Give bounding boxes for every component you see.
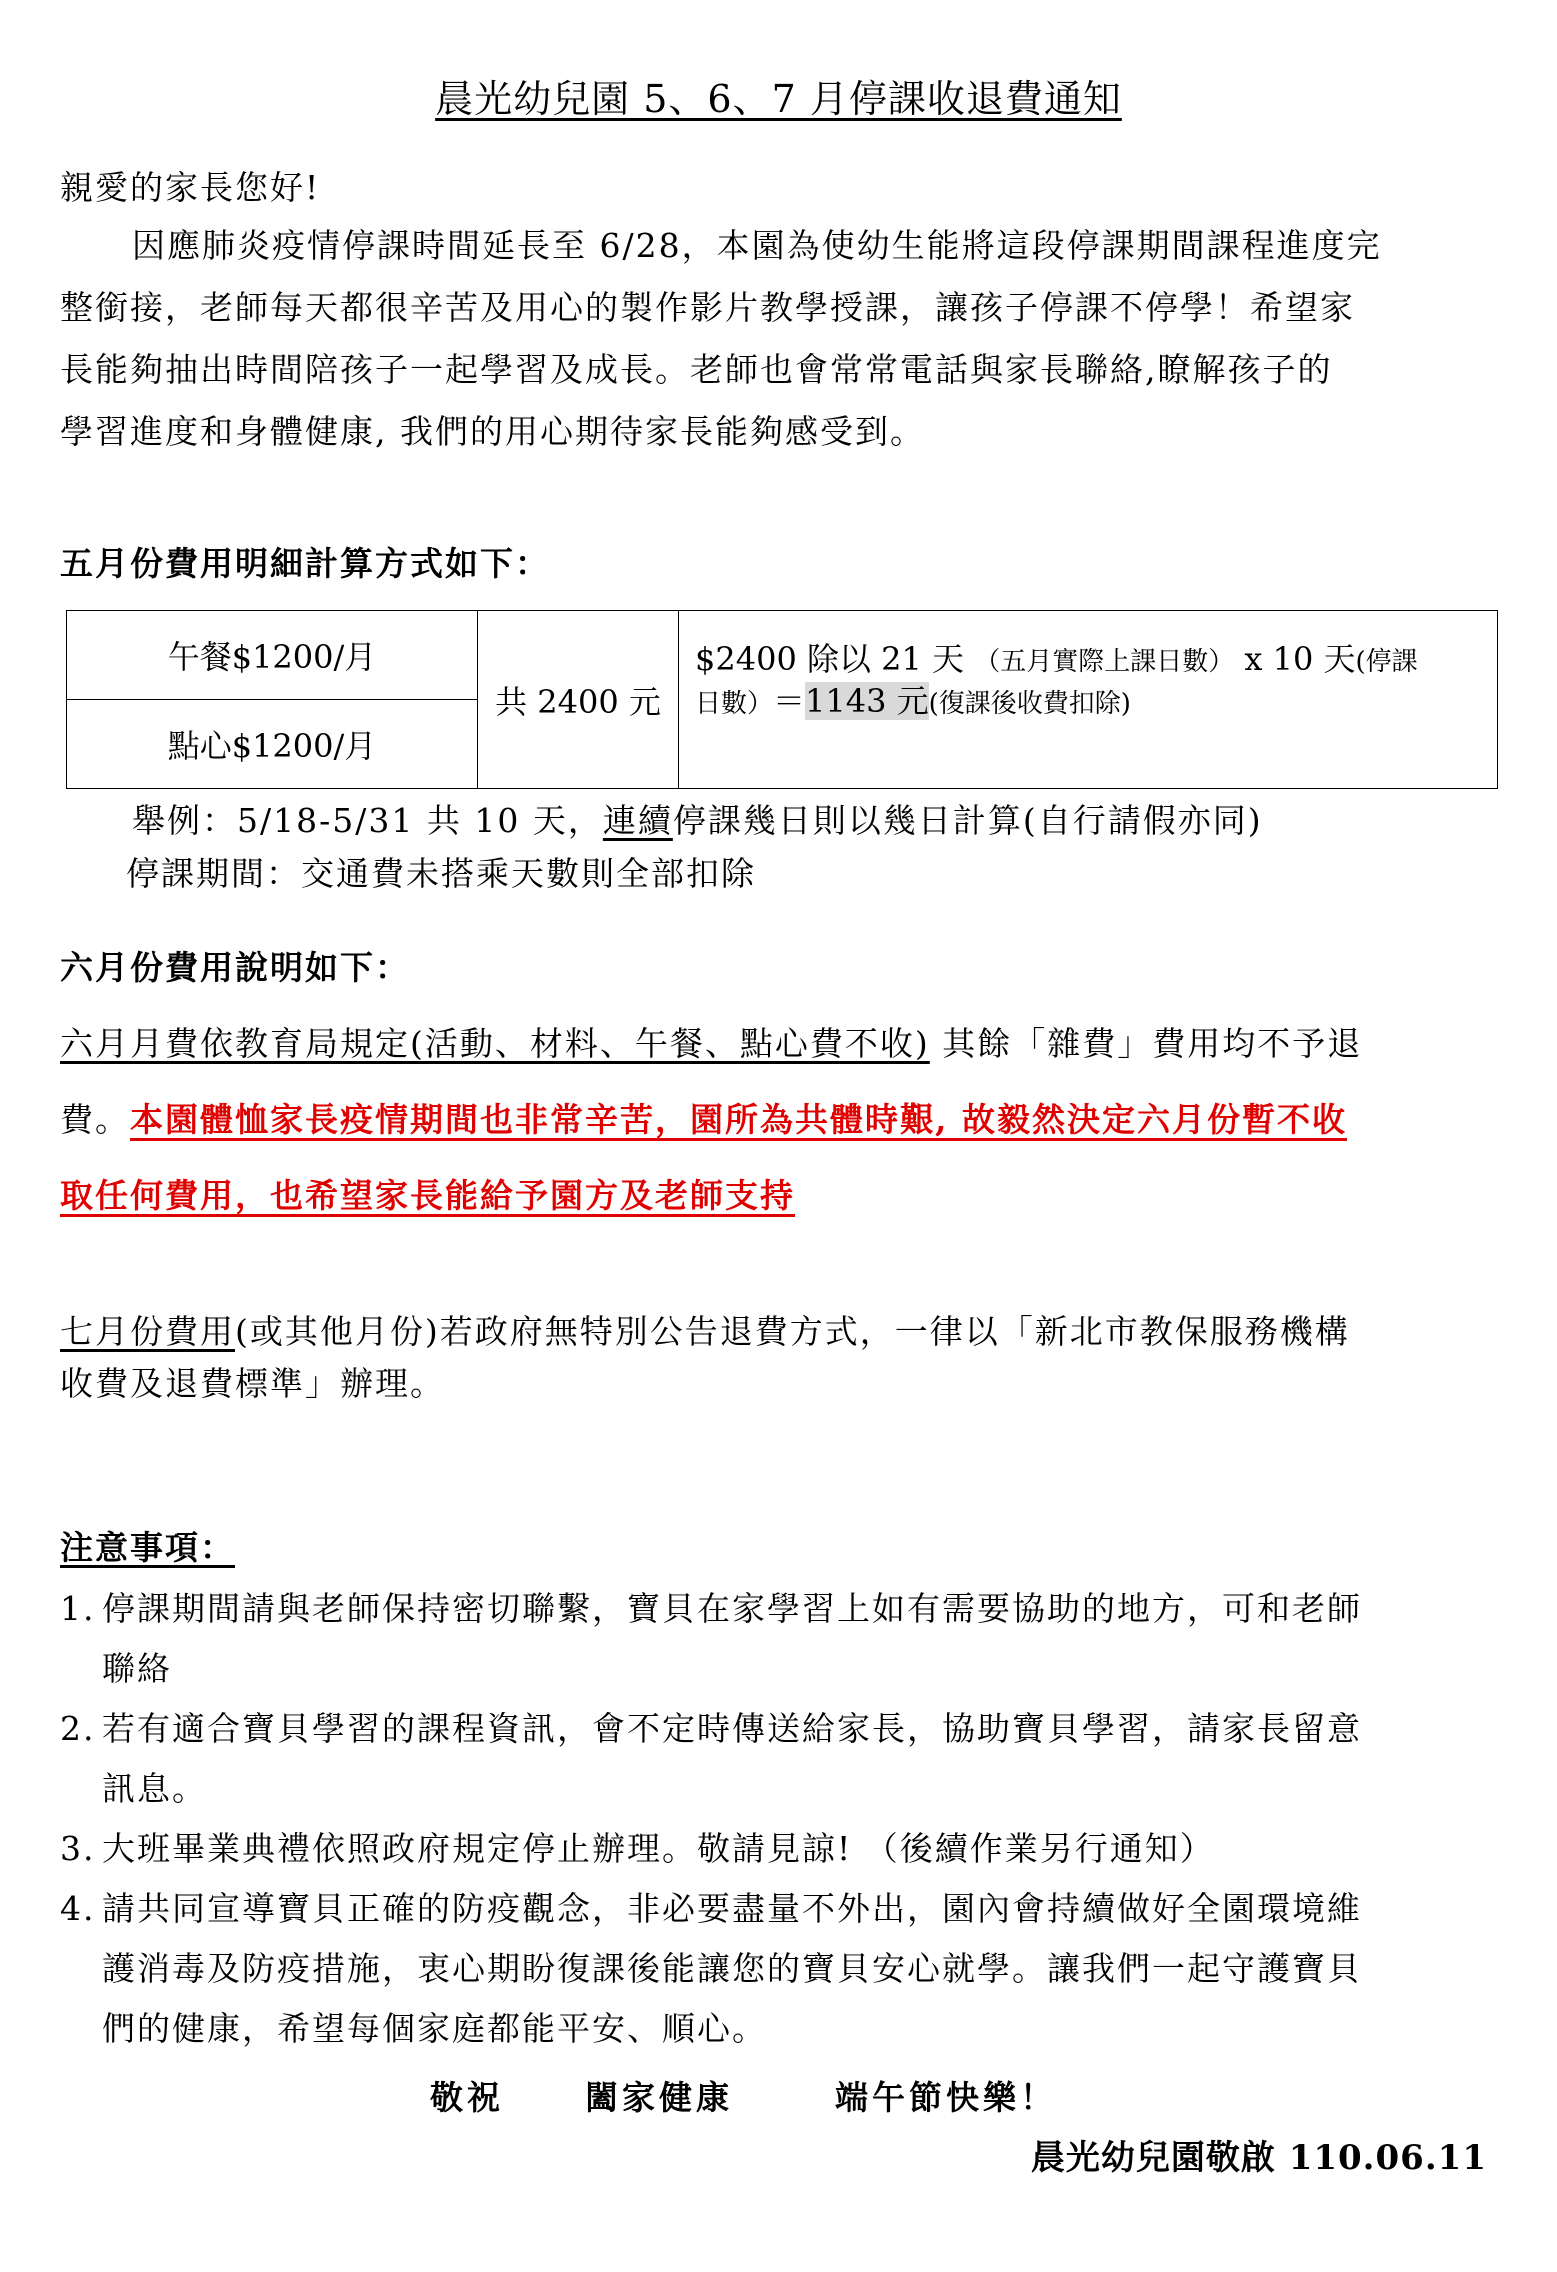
list-item [60, 1583, 1362, 1630]
calc-cell [679, 611, 1498, 789]
item-text: 大班畢業典禮依照政府規定停止辦理。敬請見諒! （後續作業另行通知） [102, 1829, 1215, 1868]
calc-days-note: (停課 [1355, 647, 1418, 677]
intro-line-2: 整銜接，老師每天都很辛苦及用心的製作影片教學授課，讓孩子停課不停學！希望家 [60, 288, 1355, 327]
closing-regards: 敬祝 [430, 2078, 504, 2117]
calc-days: x 10 天 [1234, 640, 1356, 678]
june-heading: 六月份費用說明如下： [60, 948, 410, 987]
item-text: 若有適合寶貝學習的課程資訊，會不定時傳送給家長，協助寶貝學習，請家長留意 [102, 1709, 1362, 1748]
signature: 晨光幼兒園敬啟 110.06.11 [1030, 2138, 1487, 2178]
june-waiver-line-2 [60, 1170, 795, 1217]
total-cell: 共 2400 元 [478, 611, 679, 789]
june-waiver-line-1 [60, 1094, 1347, 1141]
june-waiver-red-1: 本園體恤家長疫情期間也非常辛苦，園所為共體時艱, 故毅然決定六月份暫不收 [130, 1100, 1347, 1139]
item-text: 請共同宣導寶貝正確的防疫觀念，非必要盡量不外出，園內會持續做好全園環境維 [102, 1889, 1362, 1928]
notes-heading: 注意事項： [60, 1528, 235, 1567]
calc-base: $2400 除以 21 天 [695, 640, 965, 678]
snack-cell: 點心$1200/月 [67, 700, 478, 789]
item-number: 2. [60, 1709, 96, 1748]
may-example [132, 795, 1263, 842]
july-line-2: 收費及退費標準」辦理。 [60, 1364, 445, 1403]
example-text-rest: 停課幾日則以幾日計算(自行請假亦同) [672, 801, 1263, 840]
item-text: 停課期間請與老師保持密切聯繫，寶貝在家學習上如有需要協助的地方，可和老師 [102, 1589, 1362, 1628]
example-underlined: 連續 [602, 801, 673, 840]
intro-line-4: 學習進度和身體健康, 我們的用心期待家長能夠感受到。 [60, 412, 925, 451]
intro-line-3: 長能夠抽出時間陪孩子一起學習及成長。老師也會常常電話與家長聯絡,瞭解孩子的 [60, 350, 1333, 389]
calc-equals: ＝ [773, 681, 806, 720]
calc-result: 1143 元 [805, 681, 929, 720]
lunch-cell: 午餐$1200/月 [67, 611, 478, 700]
list-item-continued: 聯絡 [102, 1649, 172, 1688]
item-number: 1. [60, 1589, 96, 1628]
list-item [60, 1703, 1362, 1750]
list-item-continued: 護消毒及防疫措施，衷心期盼復課後能讓您的寶貝安心就學。讓我們一起守護寶貝 [102, 1949, 1362, 1988]
may-fee-table [66, 610, 1498, 789]
calc-note: （五月實際上課日數） [974, 647, 1235, 677]
july-line-1-rest: (或其他月份)若政府無特別公告退費方式，一律以「新北市教保服務機構 [235, 1312, 1350, 1351]
example-text: 舉例：5/18-5/31 共 10 天， [132, 801, 603, 840]
june-fee-start: 費。 [60, 1100, 130, 1139]
greeting: 親愛的家長您好! [60, 168, 321, 207]
june-rule [60, 1018, 1362, 1065]
calc-result-note: (復課後收費扣除) [928, 688, 1131, 719]
list-item-continued: 們的健康，希望每個家庭都能平安、順心。 [102, 2009, 767, 2048]
list-item [60, 1823, 1215, 1870]
item-number: 3. [60, 1829, 96, 1868]
closing-wish-festival: 端午節快樂！ [835, 2078, 1057, 2117]
may-transport-note: 停課期間：交通費未搭乘天數則全部扣除 [126, 854, 756, 893]
june-rule-underlined: 六月月費依教育局規定(活動、材料、午餐、點心費不收) [60, 1024, 930, 1063]
july-label: 七月份費用 [60, 1312, 235, 1351]
list-item-continued: 訊息。 [102, 1769, 207, 1808]
july-line-1 [60, 1306, 1350, 1353]
page-title: 晨光幼兒園 5、6、7 月停課收退費通知 [435, 77, 1122, 121]
closing-wish-family: 闔家健康 [585, 2078, 733, 2117]
calc-days-note-2: 日數） [695, 688, 774, 719]
intro-line-1: 因應肺炎疫情停課時間延長至 6/28，本園為使幼生能將這段停課期間課程進度完 [132, 226, 1382, 265]
june-rule-rest: 其餘「雜費」費用均不予退 [942, 1024, 1363, 1063]
list-item [60, 1883, 1362, 1930]
may-heading: 五月份費用明細計算方式如下： [60, 544, 550, 583]
item-number: 4. [60, 1889, 96, 1928]
june-waiver-red-2: 取任何費用，也希望家長能給予園方及老師支持 [60, 1176, 795, 1215]
